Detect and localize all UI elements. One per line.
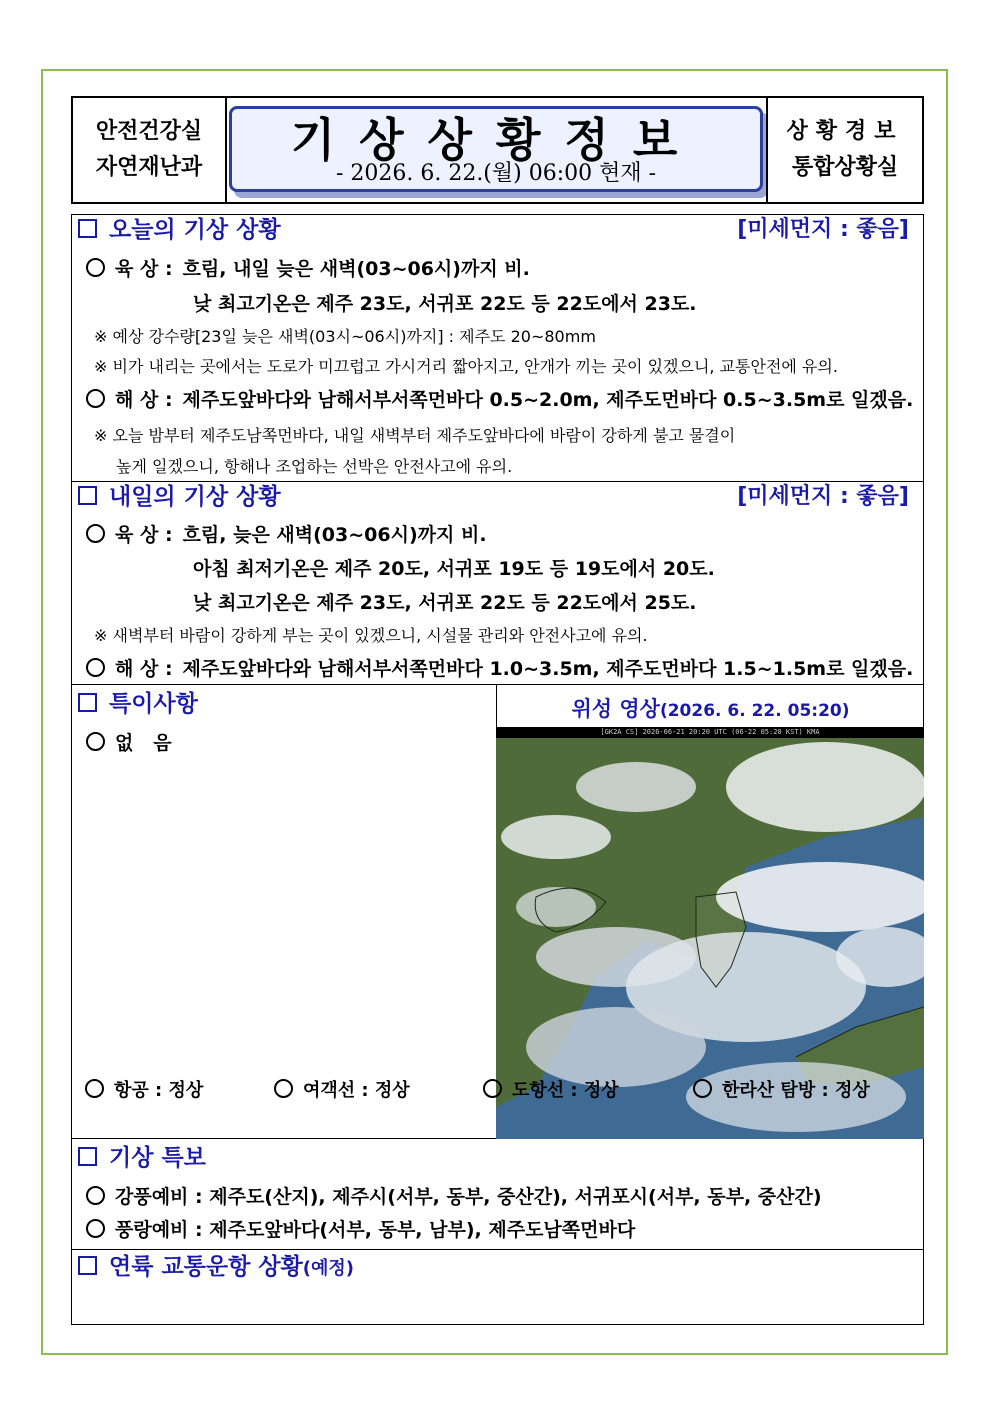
satellite-title-text: 위성 영상 — [571, 697, 660, 721]
today-note-3: ※ 오늘 밤부터 제주도남쪽먼바다, 내일 새벽부터 제주도앞바다에 바람이 강하게 불고 물결이 — [94, 426, 736, 445]
report-date: - 2026. 6. 22.(월) 06:00 현재 - — [335, 161, 657, 186]
today-sea-line — [86, 387, 913, 413]
special-title-text: 특이사항 — [109, 691, 198, 717]
traffic-item-hallasan — [693, 1078, 870, 1104]
warnings-section-title — [78, 1143, 206, 1173]
tomorrow-land-line-3: 낮 최고기온은 제주 23도, 서귀포 22도 등 22도에서 25도. — [193, 592, 697, 614]
tomorrow-sea-line — [86, 656, 913, 682]
checkbox-icon — [78, 1256, 97, 1275]
bullet-circle-icon — [693, 1079, 712, 1098]
tomorrow-section-title — [78, 482, 281, 512]
checkbox-icon — [78, 1147, 97, 1166]
checkbox-icon — [78, 219, 97, 238]
bullet-circle-icon — [86, 258, 105, 277]
bullet-circle-icon — [86, 658, 105, 677]
traffic-item-text: 한라산 탐방 : 정상 — [722, 1080, 870, 1101]
land-label: 육 상 : — [115, 258, 173, 280]
warning-item-1 — [86, 1184, 822, 1210]
traffic-item-ferry — [274, 1078, 410, 1104]
today-title-text: 오늘의 기상 상황 — [109, 217, 281, 243]
today-note-2: ※ 비가 내리는 곳에서는 도로가 미끄럽고 가시거리 짧아지고, 안개가 끼는 곳이 있겠으니, 교통안전에 유의. — [94, 357, 838, 376]
today-land-line-2: 낮 최고기온은 제주 23도, 서귀포 22도 등 22도에서 23도. — [193, 293, 697, 315]
tomorrow-land-line-1 — [86, 522, 487, 548]
tomorrow-pm-status: [미세먼지 : 좋음] — [737, 484, 909, 509]
land-text: 흐림, 내일 늦은 새벽(03~06시)까지 비. — [182, 258, 530, 280]
checkbox-icon — [78, 486, 97, 505]
office-line-1: 상황경보 — [786, 119, 904, 144]
special-item-text: 없 음 — [115, 732, 172, 754]
report-header — [71, 96, 924, 204]
tomorrow-title-text: 내일의 기상 상황 — [109, 484, 281, 510]
traffic-section-title — [78, 1252, 354, 1284]
bullet-circle-icon — [86, 1219, 105, 1238]
bullet-circle-icon — [483, 1079, 502, 1098]
bullet-circle-icon — [86, 524, 105, 543]
dept-line-1: 안전건강실 — [95, 119, 203, 144]
traffic-item-text: 항공 : 정상 — [114, 1080, 204, 1101]
sea-text: 제주도앞바다와 남해서부서쪽먼바다 0.5~2.0m, 제주도먼바다 0.5~3.5m로 일겠음. — [182, 389, 914, 411]
warning-item-2 — [86, 1217, 635, 1243]
sea-label: 해 상 : — [115, 658, 173, 680]
page-title: 기상상황정보 — [290, 113, 702, 167]
bullet-circle-icon — [86, 732, 105, 751]
warning-text: 강풍예비 : 제주도(산지), 제주시(서부, 동부, 중산간), 서귀포시(서부, 동부, 중산간) — [115, 1186, 822, 1208]
divider — [72, 1249, 923, 1250]
land-label: 육 상 : — [115, 524, 173, 546]
dept-block — [73, 98, 227, 202]
bullet-circle-icon — [86, 389, 105, 408]
traffic-item-text: 도항선 : 정상 — [512, 1080, 619, 1101]
today-note-1: ※ 예상 강수량[23일 늦은 새벽(03시~06시)까지] : 제주도 20~80mm — [94, 327, 596, 346]
tomorrow-note-1: ※ 새벽부터 바람이 강하게 부는 곳이 있겠으니, 시설물 관리와 안전사고에 유의. — [94, 626, 648, 645]
office-block — [766, 98, 922, 202]
checkbox-icon — [78, 693, 97, 712]
satellite-title — [497, 695, 924, 725]
special-item — [86, 730, 172, 756]
warnings-title-text: 기상 특보 — [109, 1145, 206, 1171]
report-body — [71, 214, 924, 1325]
traffic-item-island-ferry — [483, 1078, 619, 1104]
office-line-2: 통합상황실 — [791, 155, 899, 180]
traffic-title-suffix: (예정) — [302, 1258, 354, 1279]
dept-line-2: 자연재난과 — [95, 155, 203, 180]
today-section-title — [78, 215, 281, 245]
warning-text: 풍랑예비 : 제주도앞바다(서부, 동부, 남부), 제주도남쪽먼바다 — [115, 1219, 636, 1241]
today-pm-status: [미세먼지 : 좋음] — [737, 217, 909, 242]
traffic-item-text: 여객선 : 정상 — [303, 1080, 410, 1101]
bullet-circle-icon — [85, 1079, 104, 1098]
special-section-title — [78, 689, 198, 719]
traffic-item-air — [85, 1078, 203, 1104]
satellite-caption: [GK2A CS] 2026-06-21 20:20 UTC (06-22 05:20 KST) KMA — [496, 727, 924, 738]
tomorrow-land-line-2: 아침 최저기온은 제주 20도, 서귀포 19도 등 19도에서 20도. — [193, 558, 715, 580]
today-note-4: 높게 일겠으니, 항해나 조업하는 선박은 안전사고에 유의. — [116, 457, 513, 476]
sea-label: 해 상 : — [115, 389, 173, 411]
today-land-line-1 — [86, 256, 530, 282]
divider — [72, 684, 923, 685]
bullet-circle-icon — [86, 1186, 105, 1205]
bullet-circle-icon — [274, 1079, 293, 1098]
sea-text: 제주도앞바다와 남해서부서쪽먼바다 1.0~3.5m, 제주도먼바다 1.5~1.5m로 일겠음. — [182, 658, 914, 680]
satellite-date: (2026. 6. 22. 05:20) — [659, 701, 850, 721]
title-box — [229, 106, 763, 192]
land-text: 흐림, 늦은 새벽(03~06시)까지 비. — [182, 524, 487, 546]
traffic-title-text: 연륙 교통운항 상황 — [109, 1254, 303, 1280]
